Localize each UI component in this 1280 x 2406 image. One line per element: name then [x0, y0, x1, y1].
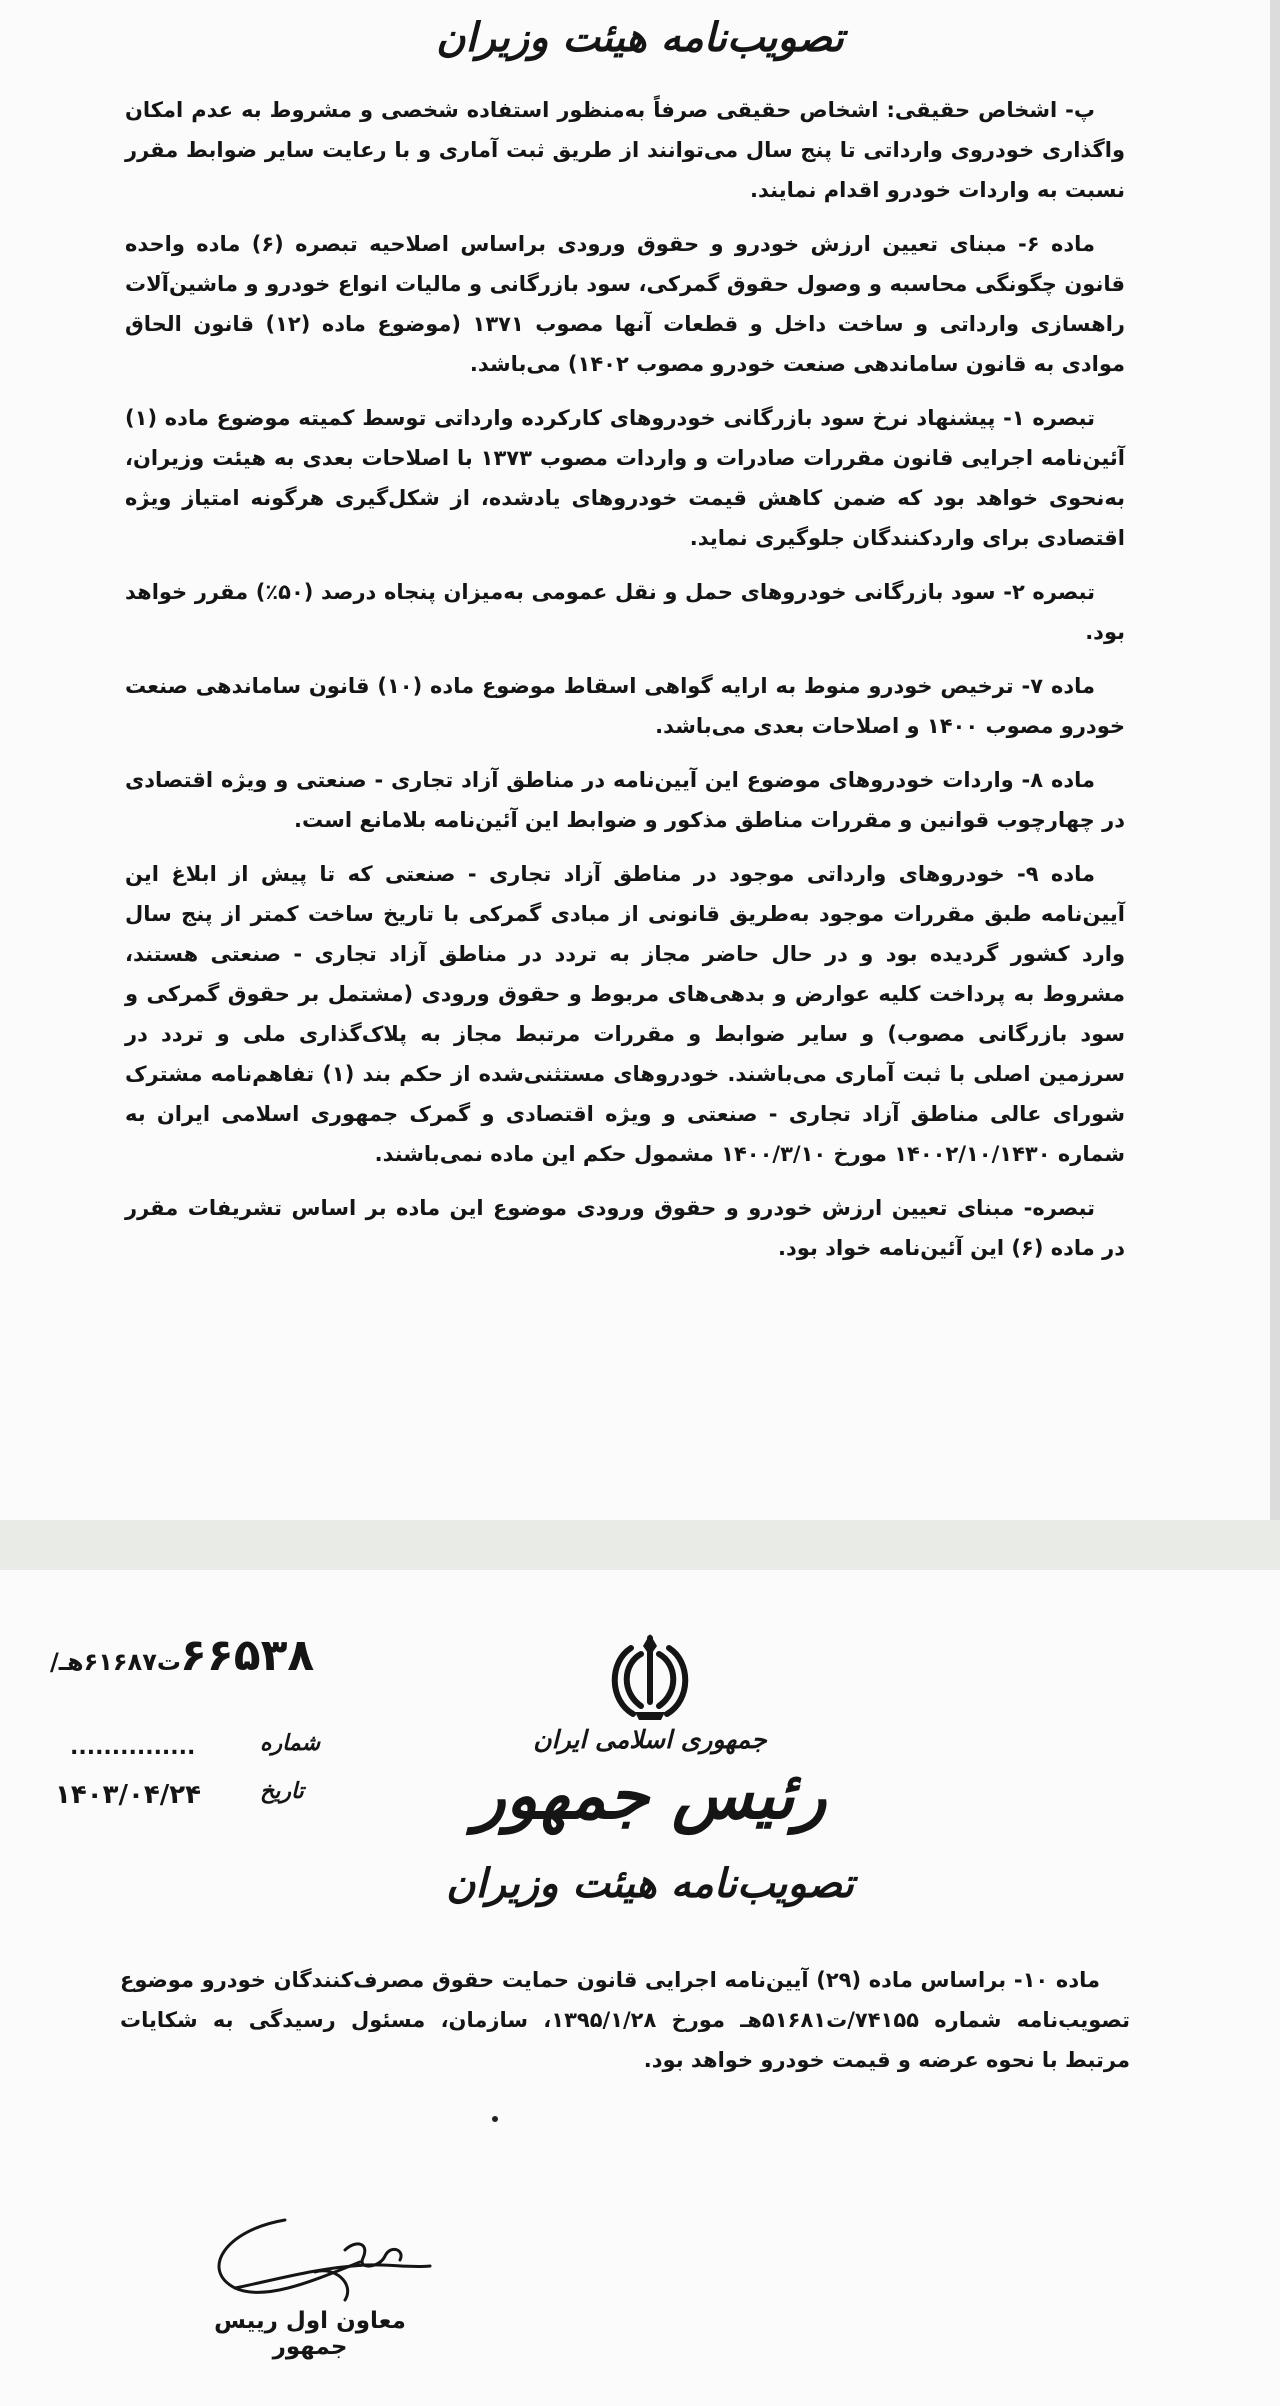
page-edge-shadow	[1270, 0, 1280, 1520]
reference-number: ۶۶۵۳۸	[180, 1630, 315, 1681]
paragraph-note-article-9: تبصره- مبنای تعیین ارزش خودرو و حقوق ورودی موضوع این ماده بر اساس تشریفات مقرر در ماده (۶) این آئین‌نامه خواد بود.	[125, 1196, 1125, 1260]
paragraph-note-2: تبصره ۲- سود بازرگانی خودروهای حمل و نقل عمومی به‌میزان پنجاه درصد (۵۰٪) مقرر خواهد بود.	[125, 580, 1125, 644]
paragraph-article-9: ماده ۹- خودروهای وارداتی موجود در مناطق آزاد تجاری - صنعتی که تا پیش از ابلاغ این آیین‌نامه طبق مقررات موجود به‌طریق قانونی از مبادی گمرکی با تاریخ ساخت کمتر از پنج سال وارد کشور گردیده بود و در حال حاضر مجاز به تردد در مناطق آزاد تجاری - صنعتی هستند، مشروط به پرداخت کلیه عوارض و بدهی‌های مربوط و حقوق ورودی (مشتمل بر حقوق گمرکی و سود بازرگانی مصوب) و سایر ضوابط و مقررات مرتبط مجاز به پلاک‌گذاری ملی و تردد در سرزمین اصلی با ثبت آماری می‌باشند. خودروهای مستثنی‌شده از حکم بند (۱) تفاهم‌نامه مشترک شورای عالی مناطق آزاد تجاری - صنعتی و ویژه اقتصادی و گمرک جمهوری اسلامی ایران به شماره ۱۴۰۰۲/۱۰/۱۴۳۰ مورخ ۱۴۰۰/۳/۱۰ مشمول حکم این ماده نمی‌باشند.	[125, 862, 1125, 1166]
date-label: تاریخ	[260, 1778, 304, 1804]
page-1-title: تصویب‌نامه هیئت وزیران	[436, 14, 844, 61]
number-label: شماره	[260, 1730, 321, 1756]
emblem-icon	[600, 1630, 700, 1725]
date-value: ۱۴۰۳/۰۴/۲۴	[55, 1780, 201, 1810]
paragraph-natural-persons: پ- اشخاص حقیقی: اشخاص حقیقی صرفاً به‌منظور استفاده شخصی و مشروط به عدم امکان واگذاری خودروی وارداتی تا پنج سال می‌توانند از طریق ثبت آماری و با رعایت سایر ضوابط مقرر نسبت به واردات خودرو اقدام نمایند.	[125, 98, 1125, 202]
paragraph-article-8: ماده ۸- واردات خودروهای موضوع این آیین‌نامه در مناطق آزاد تجاری - صنعتی و ویژه اقتصادی در چهارچوب قوانین و مقررات مناطق مذکور و ضوابط این آئین‌نامه بلامانع است.	[125, 768, 1125, 832]
number-dots: ...............	[70, 1735, 196, 1760]
page-1-body	[125, 90, 1125, 1282]
stray-dot	[492, 2116, 498, 2122]
paragraph-article-6: ماده ۶- مبنای تعیین ارزش خودرو و حقوق ورودی براساس اصلاحیه تبصره (۶) ماده واحده قانون چگونگی محاسبه و وصول حقوق گمرکی، سود بازرگانی و مالیات انواع خودرو و ماشین‌آلات راهسازی وارداتی و ساخت داخل و قطعات آنها مصوب ۱۳۷۱ (موضوع ماده (۱۲) قانون الحاق موادی به قانون ساماندهی صنعت خودرو مصوب ۱۴۰۲) می‌باشد.	[125, 232, 1125, 376]
page-2-title: تصویب‌نامه هیئت وزیران	[446, 1860, 854, 1907]
office-title: رئیس جمهور	[473, 1756, 827, 1834]
country-name: جمهوری اسلامی ایران	[533, 1725, 767, 1754]
document-page-2	[0, 1570, 1280, 2406]
signer-title: معاون اول رییس جمهور	[214, 2308, 406, 2360]
paragraph-article-7: ماده ۷- ترخیص خودرو منوط به ارایه گواهی اسقاط موضوع ماده (۱۰) قانون ساماندهی صنعت خودرو مصوب ۱۴۰۰ و اصلاحات بعدی می‌باشد.	[125, 674, 1125, 738]
reference-code: /ت۶۱۶۸۷هـ	[50, 1648, 181, 1676]
paragraph-note-1: تبصره ۱- پیشنهاد نرخ سود بازرگانی خودروهای کارکرده وارداتی توسط کمیته موضوع ماده (۱) آئین‌نامه اجرایی قانون مقررات صادرات و واردات مصوب ۱۳۷۳ با اصلاحات بعدی به هیئت وزیران، به‌نحوی خواهد بود که ضمن کاهش قیمت خودروهای یادشده، از شکل‌گیری هرگونه امتیاز ویژه اقتصادی برای واردکنندگان جلوگیری نماید.	[125, 406, 1125, 550]
page-2-body	[120, 1960, 1130, 2080]
paragraph-article-10: ماده ۱۰- براساس ماده (۲۹) آیین‌نامه اجرایی قانون حمایت حقوق مصرف‌کنندگان خودرو موضوع تصویب‌نامه شماره ۷۴۱۵۵/ت۵۱۶۸۱هـ مورخ ۱۳۹۵/۱/۲۸، سازمان، مسئول رسیدگی به شکایات مرتبط با نحوه عرضه و قیمت خودرو خواهد بود.	[120, 1968, 1130, 2072]
page-separator	[0, 1520, 1280, 1570]
